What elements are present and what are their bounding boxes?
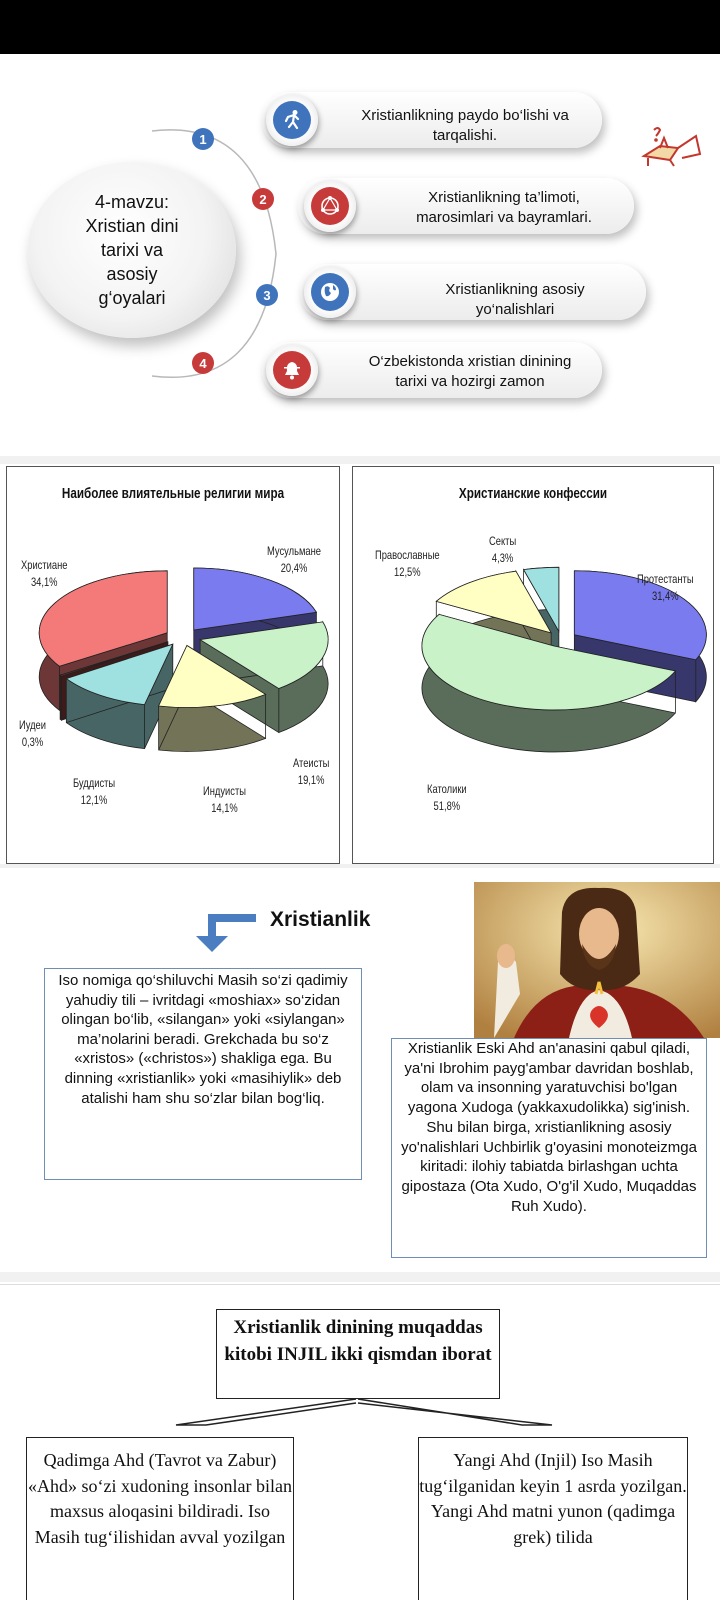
status-bar	[0, 0, 720, 54]
chart-2-label-protestants: Протестанты 31,4%	[637, 572, 694, 603]
doctrine-text-box: Xristianlik Eski Ahd an'anasini qabul qiladi, ya'ni Ibrohim payg'ambar davridan boshlab, olam va insonning yaratuvchisi bo'lgan yagona Xudoga (yakkaxudolikka) sig'inish. Shu bilan birga, xristianlikning asosiy yo'nalishlari Uchbirlik g'oyasini monoteizmga kiritadi: ilohiy tabiatda birlashgan uchta gipostaza (Ota Xudo, O'g'il Xudo, Muqaddas Ruh Xudo).	[391, 1038, 707, 1258]
teacher-desk-logo	[640, 126, 704, 168]
bent-arrow-icon	[190, 908, 260, 954]
badge-4: 4	[192, 352, 214, 374]
chart-panel-religions	[6, 466, 340, 864]
network-icon	[304, 180, 356, 232]
topic-4-text: O‘zbekistonda xristian dinining tarixi va hozirgi zamon	[368, 353, 572, 390]
chart-2-title: Христианские конфессии	[458, 485, 608, 502]
chart-2-label-sects: Секты 4,3%	[489, 534, 517, 565]
bell-icon	[266, 344, 318, 396]
slide-topic-overview	[0, 54, 720, 456]
connector-lines	[0, 1285, 720, 1445]
chart-1-label-muslims: Мусульмане 20,4%	[267, 544, 321, 575]
chart-1-label-jews: Иудеи 0,3%	[19, 718, 46, 749]
topic-2-text: Xristianlikning ta’limoti, marosimlari va bayramlari.	[416, 189, 592, 226]
chart-2-pie	[353, 467, 715, 865]
slide-injil	[0, 1284, 720, 1600]
running-person-icon	[266, 94, 318, 146]
chart-1-pie	[7, 467, 341, 865]
slide-separator	[0, 1272, 720, 1282]
badge-1: 1	[192, 128, 214, 150]
chart-1-label-christians: Христиане 34,1%	[21, 558, 68, 589]
chart-1-label-hindus: Индуисты 14,1%	[203, 784, 246, 815]
chart-2-label-orthodox: Православные 12,5%	[375, 548, 440, 579]
old-testament-box: Qadimga Ahd (Tavrot va Zabur) «Ahd» so‘zi xudoning insonlar bilan maxsus aloqasini bildiradi. Iso Masih tug‘ilishidan avval yozilgan	[26, 1437, 294, 1600]
topic-3-text: Xristianlikning asosiy yo‘nalishlari	[445, 281, 585, 318]
globe-icon	[304, 266, 356, 318]
slide-christianity-intro	[0, 868, 720, 1270]
chart-panel-confessions	[352, 466, 714, 864]
badge-2: 2	[252, 188, 274, 210]
chart-1-label-buddhists: Буддисты 12,1%	[73, 776, 116, 807]
chart-1-label-atheists: Атеисты 19,1%	[293, 756, 330, 787]
etymology-text-box: Iso nomiga qo‘shiluvchi Masih so‘zi qadimiy yahudiy tili – ivritdagi «moshiax» so‘zidan olingan bo‘lib, «silangan» yoki «siylangan» ma’nolarini beradi. Grekchada bu so‘z «xristos» («christos») shakliga ega. Bu dinning «xristianlik» yoki «masihiylik» deb atalishi ham shu so‘zlar bilan bog‘liq.	[44, 968, 362, 1180]
chart-1-title: Наиболее влиятельные религии мира	[61, 485, 285, 502]
badge-3: 3	[256, 284, 278, 306]
chart-2-label-catholics: Католики 51,8%	[427, 782, 467, 813]
jesus-portrait-image	[474, 882, 720, 1038]
section-title: Xristianlik	[270, 908, 371, 931]
injil-title-box: Xristianlik dinining muqaddas kitobi INJIL ikki qismdan iborat	[216, 1309, 500, 1399]
new-testament-box: Yangi Ahd (Injil) Iso Masih tug‘ilganidan keyin 1 asrda yozilgan. Yangi Ahd matni yunon (qadimga grek) tilida	[418, 1437, 688, 1600]
main-topic-circle	[28, 162, 236, 338]
main-topic-title: 4-mavzu: Xristian dini tarixi va asosiy g‘oyalari	[85, 192, 179, 308]
topic-1-text: Xristianlikning paydo bo‘lishi va tarqalishi.	[361, 107, 569, 144]
slide-separator	[0, 456, 720, 464]
